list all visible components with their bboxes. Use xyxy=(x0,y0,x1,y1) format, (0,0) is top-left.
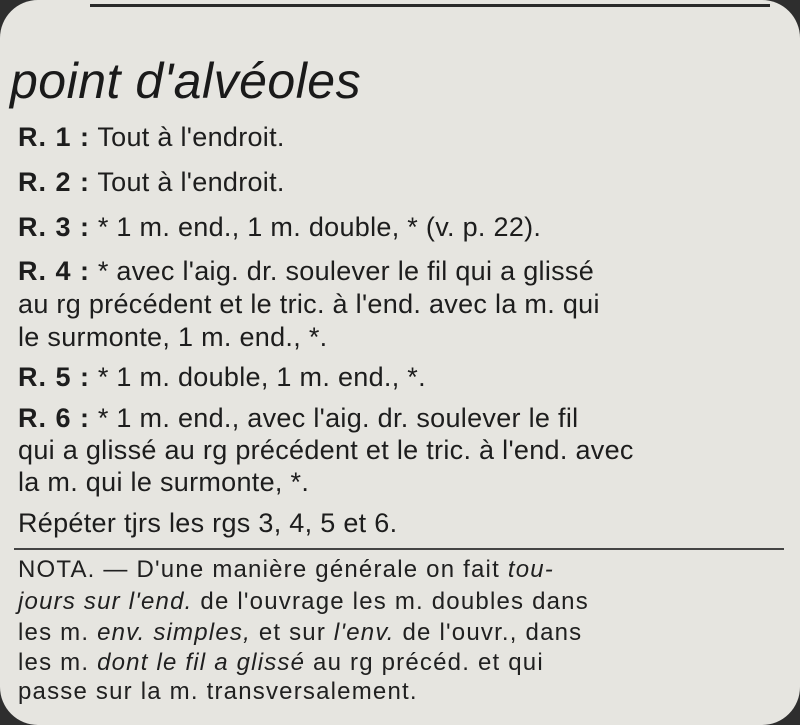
nota-italic: tou- xyxy=(507,556,554,583)
nota-line-4 xyxy=(18,651,544,675)
top-rule xyxy=(90,4,770,7)
row-5 xyxy=(18,364,426,391)
row-2 xyxy=(18,169,285,196)
nota-text: NOTA. — D'une manière générale on fait xyxy=(18,556,508,583)
nota-italic: jours sur l'end. xyxy=(18,588,193,615)
page-title: point d'alvéoles xyxy=(10,53,362,109)
nota-italic: env. simples, xyxy=(97,619,251,646)
divider xyxy=(14,548,784,550)
row-text: * 1 m. end., avec l'aig. dr. soulever le fil xyxy=(97,403,579,433)
row-text: * 1 m. double, 1 m. end., *. xyxy=(97,362,426,392)
nota-text: de l'ouvrage les m. doubles dans xyxy=(192,588,589,615)
row-1 xyxy=(18,124,285,151)
nota-line-1 xyxy=(18,558,554,582)
nota-italic: dont le fil a glissé xyxy=(97,649,306,676)
row-6-continuation-1: qui a glissé au rg précédent et le tric. à l'end. avec xyxy=(18,435,634,465)
row-label: R. 2 : xyxy=(18,167,91,197)
row-label: R. 3 : xyxy=(18,212,91,242)
row-label: R. 1 : xyxy=(18,122,91,152)
nota-text: de l'ouvr., dans xyxy=(394,619,583,646)
row-4-continuation-1: au rg précédent et le tric. à l'end. avec la m. qui xyxy=(18,289,600,319)
row-text: * avec l'aig. dr. soulever le fil qui a glissé xyxy=(97,256,595,286)
nota-line-3 xyxy=(18,621,582,645)
nota-line-2 xyxy=(18,590,589,614)
row-text: Tout à l'endroit. xyxy=(97,167,285,197)
repeat-instruction: Répéter tjrs les rgs 3, 4, 5 et 6. xyxy=(18,508,398,538)
nota-italic: l'env. xyxy=(333,619,395,646)
row-label: R. 5 : xyxy=(18,362,91,392)
row-3 xyxy=(18,214,541,241)
nota-text: au rg précéd. et qui xyxy=(305,649,544,676)
row-6 xyxy=(18,405,578,432)
nota-text: les m. xyxy=(18,649,98,676)
nota-text: et sur xyxy=(250,619,334,646)
row-6-continuation-2: la m. qui le surmonte, *. xyxy=(18,467,310,497)
row-4-continuation-2: le surmonte, 1 m. end., *. xyxy=(18,322,328,352)
row-text: Tout à l'endroit. xyxy=(97,122,285,152)
row-label: R. 6 : xyxy=(18,403,91,433)
row-label: R. 4 : xyxy=(18,256,91,286)
nota-line-5: passe sur la m. transversalement. xyxy=(18,678,418,705)
row-text: * 1 m. end., 1 m. double, * (v. p. 22). xyxy=(97,212,542,242)
nota-text: les m. xyxy=(18,619,98,646)
row-4 xyxy=(18,258,594,285)
